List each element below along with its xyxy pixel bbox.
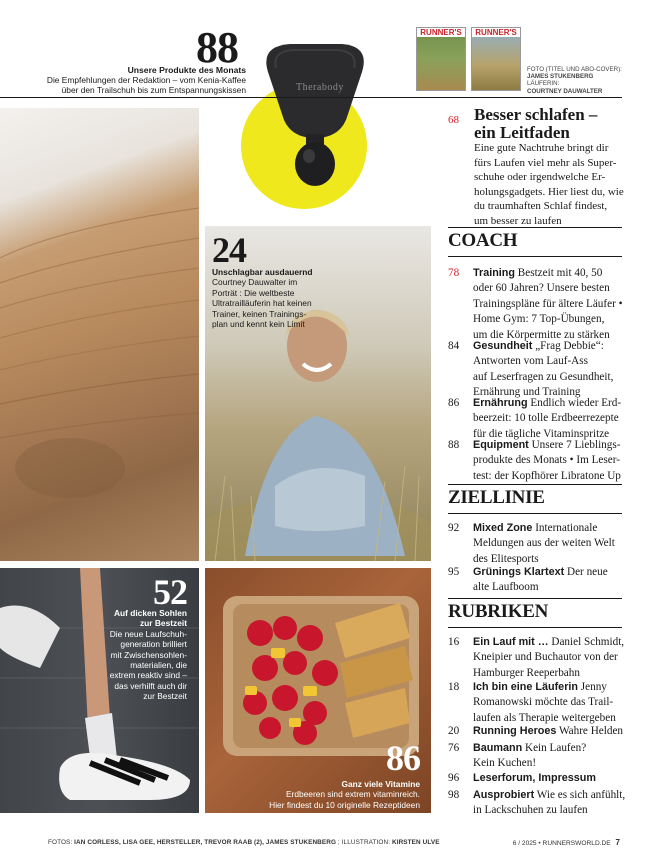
portrait-title: Unschlagbar ausdauernd bbox=[212, 267, 313, 277]
toc-line: laufen als Therapie weitergeben bbox=[473, 711, 616, 724]
portrait-caption bbox=[212, 267, 342, 329]
feature-title-2: ein Leitfaden bbox=[474, 123, 570, 142]
toc-line: produkte des Monats • Im Leser- bbox=[473, 454, 620, 467]
feature-line: schuhe oder irgendwelche Er- bbox=[474, 171, 606, 184]
feature-line: holungsgadgets. Hier liest du, wie bbox=[474, 185, 624, 198]
toc-item-coach-0[interactable] bbox=[448, 266, 628, 343]
footer-credits-names: IAN CORLESS, LISA GEE, HERSTELLER, TREVOR RAAB (2), JAMES STUKENBERG bbox=[74, 839, 337, 846]
toc-text bbox=[473, 680, 628, 726]
toc-line: oder 60 Jahren? Unsere besten bbox=[473, 282, 610, 295]
toc-page: 98 bbox=[448, 789, 460, 801]
shoe-title-2: zur Bestzeit bbox=[139, 618, 187, 629]
toc-line: Ernährung Endlich wieder Erd- bbox=[473, 397, 622, 409]
toc-line: Mixed Zone Internationale bbox=[473, 522, 598, 534]
toc-text bbox=[473, 565, 628, 596]
magazine-cover-2[interactable] bbox=[471, 27, 521, 91]
toc-text bbox=[473, 635, 628, 681]
toc-item-ziellinie-0[interactable] bbox=[448, 521, 628, 567]
ziellinie-divider bbox=[448, 484, 622, 485]
toc-line: Kneipier und Buchautor von der bbox=[473, 651, 618, 664]
toc-page: 76 bbox=[448, 742, 460, 754]
footer-illus-name: KIRSTEN ULVE bbox=[391, 839, 440, 846]
toc-item-ziellinie-1[interactable] bbox=[448, 565, 628, 596]
toc-text bbox=[473, 771, 628, 786]
ziellinie-underline bbox=[448, 513, 622, 514]
toc-line: in Lackschuhen zu laufen bbox=[473, 804, 588, 817]
toc-line: Running Heroes Wahre Helden bbox=[473, 725, 624, 737]
footer-page-number: 7 bbox=[615, 838, 620, 847]
toc-line: um die Körpermitte zu stärken bbox=[473, 328, 610, 341]
toc-item-coach-3[interactable] bbox=[448, 438, 628, 484]
toc-text bbox=[473, 741, 628, 772]
toc-item-coach-1[interactable] bbox=[448, 339, 628, 401]
toc-item-coach-2[interactable] bbox=[448, 396, 628, 442]
toc-line: für die tägliche Vitaminspritze bbox=[473, 427, 610, 440]
portrait-line: Trainer, keinen Trainings- bbox=[212, 308, 307, 319]
coach-underline bbox=[448, 256, 622, 257]
products-desc-2: über den Trailschuh bis zum Entspannungskissen bbox=[61, 85, 246, 95]
toc-page: 95 bbox=[448, 566, 460, 578]
feature-text bbox=[474, 141, 639, 229]
portrait-line: Ultratrailläuferin hat keinen bbox=[212, 298, 312, 309]
food-line-1: Erdbeeren sind extrem vitaminreich. bbox=[285, 789, 420, 800]
shoe-line: generation brilliert bbox=[120, 639, 187, 650]
toc-line: des Elitesports bbox=[473, 552, 539, 565]
toc-line: Training Bestzeit mit 40, 50 bbox=[473, 267, 603, 279]
massage-gun-image bbox=[250, 38, 380, 190]
shoe-line: zur Bestzeit bbox=[143, 691, 187, 702]
shoe-number: 52 bbox=[153, 572, 187, 612]
toc-item-rubriken-1[interactable] bbox=[448, 680, 628, 726]
toc-line: Hamburger Reeperbahn bbox=[473, 666, 580, 679]
toc-text bbox=[473, 396, 628, 442]
cover-credit-4: COURTNEY DAUWALTER bbox=[527, 87, 603, 95]
toc-line: Romanowski möchte das Trail- bbox=[473, 696, 614, 709]
food-line-2: Hier findest du 10 originelle Rezeptideen bbox=[269, 799, 420, 810]
section-ziellinie-title: ZIELLINIE bbox=[448, 487, 545, 508]
toc-page: 16 bbox=[448, 636, 460, 648]
magazine-cover-1[interactable] bbox=[416, 27, 466, 91]
toc-page: 84 bbox=[448, 340, 460, 352]
toc-text bbox=[473, 724, 628, 739]
coach-divider bbox=[448, 227, 622, 228]
toc-line: Baumann Kein Laufen? bbox=[473, 742, 587, 754]
feature-line: um besser zu laufen bbox=[474, 214, 562, 227]
food-title: Ganz viele Vitamine bbox=[341, 779, 420, 789]
toc-line: Ernährung und Training bbox=[473, 386, 581, 399]
feature-title-1: Besser schlafen – bbox=[474, 105, 598, 124]
toc-line: Antworten vom Lauf-Ass bbox=[473, 355, 588, 368]
products-desc-1: Die Empfehlungen der Redaktion – vom Kenia-Kaffee bbox=[46, 75, 246, 85]
feature-page: 68 bbox=[448, 114, 459, 126]
rubriken-underline bbox=[448, 627, 622, 628]
cover-credit bbox=[527, 66, 622, 95]
portrait-line: Porträt : Die weltbeste bbox=[212, 287, 295, 298]
toc-line: test: der Kopfhörer Libratone Up bbox=[473, 469, 621, 482]
toc-line: Kein Kuchen! bbox=[473, 757, 537, 770]
toc-page: 18 bbox=[448, 681, 460, 693]
portrait-number: 24 bbox=[212, 230, 246, 270]
toc-line: Trainingspläne für ältere Läufer • bbox=[473, 297, 623, 310]
section-coach-title: COACH bbox=[448, 230, 518, 251]
section-rubriken-title: RUBRIKEN bbox=[448, 601, 549, 622]
toc-line: Ich bin eine Läuferin Jenny bbox=[473, 681, 607, 693]
food-number: 86 bbox=[386, 738, 420, 778]
shoe-line: Die neue Laufschuh- bbox=[109, 628, 187, 639]
cover-credit-2: JAMES STUKENBERG bbox=[527, 73, 594, 81]
toc-text bbox=[473, 788, 628, 819]
toc-line: Ausprobiert Wie es sich anfühlt, bbox=[473, 789, 626, 801]
food-caption bbox=[269, 779, 420, 810]
toc-line: Meldungen aus der weiten Welt bbox=[473, 537, 615, 550]
toc-line: Equipment Unsere 7 Lieblings- bbox=[473, 439, 621, 451]
toc-text bbox=[473, 438, 628, 484]
toc-line: beerzeit: 10 tolle Erdbeerrezepte bbox=[473, 412, 619, 425]
toc-line: auf Leserfragen zu Gesundheit, bbox=[473, 370, 614, 383]
feature-line: fürs Laufen viel mehr als Super- bbox=[474, 156, 617, 169]
portrait-line: plan und kennt kein Limit bbox=[212, 319, 305, 330]
toc-item-rubriken-5[interactable] bbox=[448, 788, 628, 819]
toc-text bbox=[473, 266, 628, 343]
shoe-line: materialien, die bbox=[130, 660, 187, 671]
toc-line: Home Gym: 7 Top-Übungen, bbox=[473, 313, 605, 326]
shoe-line: extrem reaktiv sind – bbox=[109, 670, 187, 681]
toc-page: 96 bbox=[448, 772, 460, 784]
toc-text bbox=[473, 521, 628, 567]
toc-page: 92 bbox=[448, 522, 460, 534]
shoe-line: das verhilft auch dir bbox=[114, 680, 187, 691]
rubriken-divider bbox=[448, 598, 622, 599]
toc-item-rubriken-3[interactable] bbox=[448, 741, 628, 772]
toc-text bbox=[473, 339, 628, 401]
brand-logo: Therabody bbox=[296, 82, 344, 93]
shoe-caption bbox=[110, 608, 187, 702]
toc-item-rubriken-2[interactable] bbox=[448, 724, 628, 739]
footer-credits-label: FOTOS: bbox=[48, 839, 73, 846]
cover-2-masthead: RUNNER'S bbox=[472, 28, 520, 37]
footer-issue-text: 6 / 2025 • RUNNERSWORLD.DE bbox=[512, 840, 611, 847]
toc-line: Gesundheit „Frag Debbie“: bbox=[473, 340, 604, 352]
toc-page: 20 bbox=[448, 725, 460, 737]
footer-illus-label: ; ILLUSTRATION: bbox=[337, 839, 391, 846]
cover-credit-3: LÄUFERIN: bbox=[527, 80, 560, 88]
toc-line: Leserforum, Impressum bbox=[473, 772, 597, 784]
toc-page: 86 bbox=[448, 397, 460, 409]
feature-line: Eine gute Nachtruhe bringt dir bbox=[474, 142, 609, 154]
cover-credit-1: FOTO (TITEL UND ABO-COVER): bbox=[527, 66, 622, 73]
toc-line: alte Laufboom bbox=[473, 581, 539, 594]
shoe-line: mit Zwischensohlen- bbox=[110, 649, 187, 660]
portrait-line: Courtney Dauwalter im bbox=[212, 277, 298, 288]
shoe-title-1: Auf dicken Sohlen bbox=[113, 608, 187, 618]
cover-1-masthead: RUNNER'S bbox=[417, 28, 465, 37]
products-number: 88 bbox=[196, 23, 238, 72]
feature-line: du traumhaften Schlaf findest, bbox=[474, 200, 608, 213]
toc-item-rubriken-0[interactable] bbox=[448, 635, 628, 681]
toc-page: 88 bbox=[448, 439, 460, 451]
footer-issue bbox=[513, 838, 620, 847]
toc-page: 78 bbox=[448, 267, 460, 279]
products-title: Unsere Produkte des Monats bbox=[127, 65, 246, 75]
footer-credits bbox=[48, 839, 440, 846]
toc-item-rubriken-4[interactable] bbox=[448, 771, 628, 786]
toc-line: Ein Lauf mit … Daniel Schmidt, bbox=[473, 636, 625, 648]
desert-sand-photo bbox=[0, 108, 199, 561]
toc-line: Grünings Klartext Der neue bbox=[473, 566, 608, 578]
top-divider bbox=[0, 97, 622, 98]
